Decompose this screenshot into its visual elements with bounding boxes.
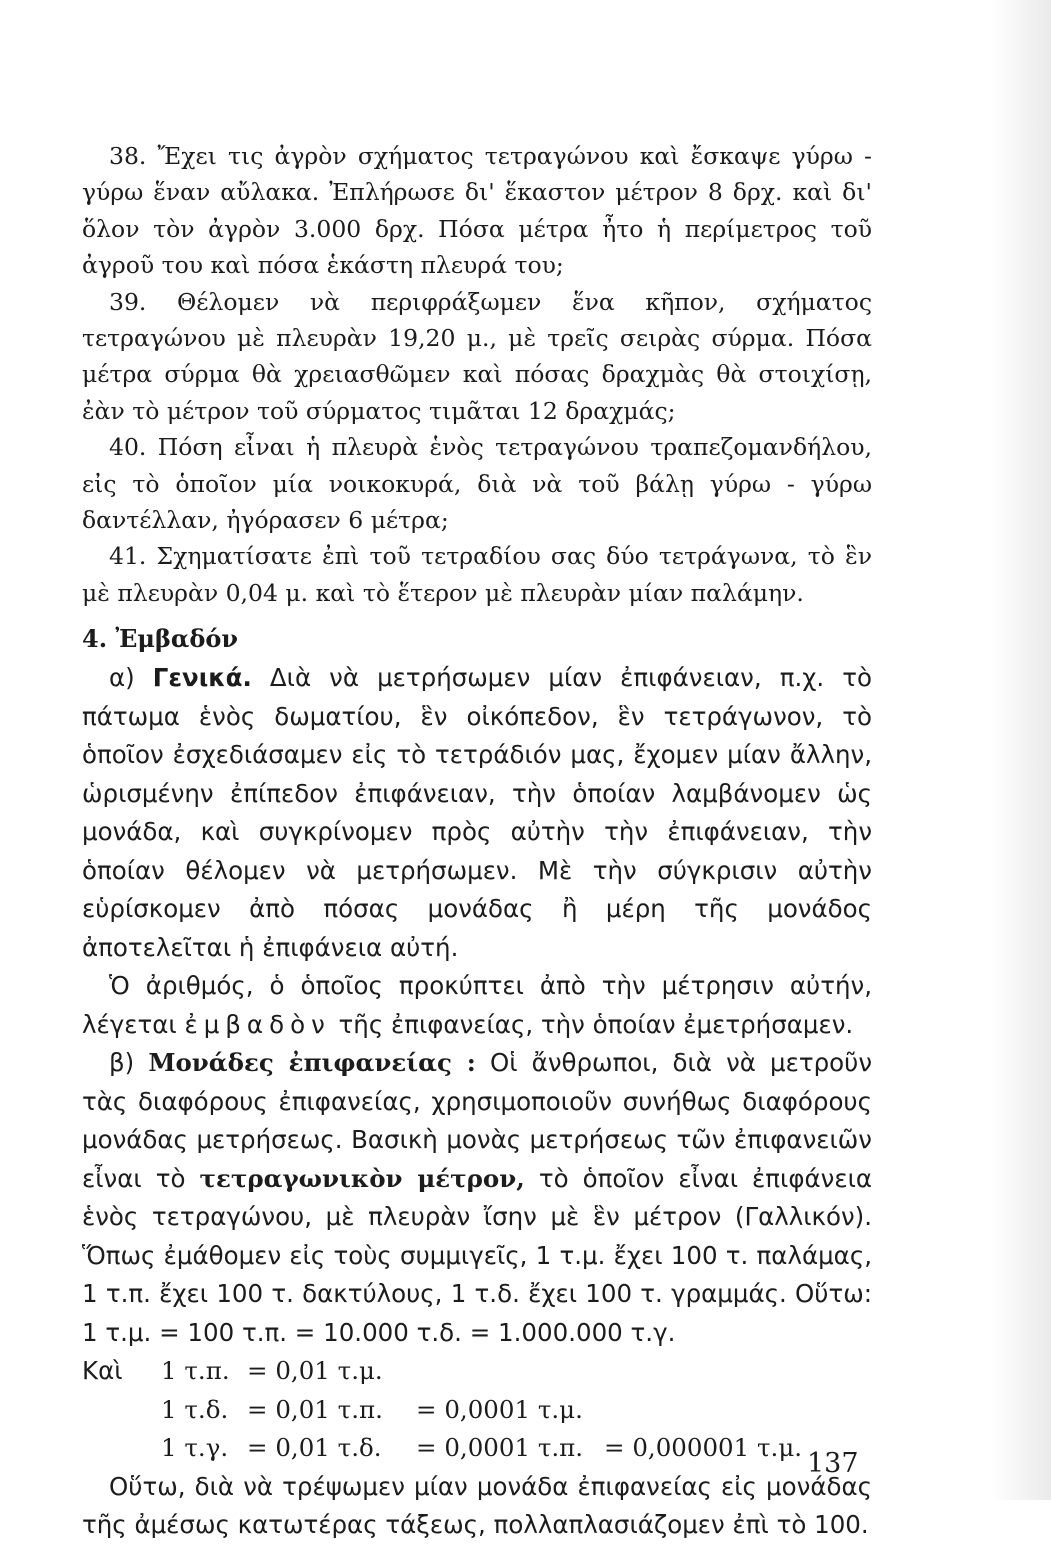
exercise-text: Σχηματίσατε ἐπὶ τοῦ τετραδίου σας δύο τετράγωνα, τὸ ἓν μὲ πλευρὰν 0,04 μ. καὶ τὸ ἕτερον μὲ πλευρὰν μίαν παλάμην. bbox=[82, 542, 872, 607]
kai-label: Καὶ bbox=[82, 1356, 123, 1386]
exercise-text: Πόση εἶναι ἡ πλευρὰ ἑνὸς τετραγώνου τραπεζομανδήλου, εἰς τὸ ὁποῖον μία νοικοκυρά, διὰ νὰ τοῦ βάλῃ γύρω - γύρω δαντέλλαν, ἠγόρασεν 6 μέτρα; bbox=[82, 433, 872, 535]
equation-row-3 bbox=[82, 1429, 872, 1468]
exercise-text: Ἔχει τις ἀγρὸν σχήματος τετραγώνου καὶ ἔσκαψε γύρω - γύρω ἕναν αὔλακα. Ἐπλήρωσε δι' ἕκαστον μέτρον 8 δρχ. καὶ δι' ὅλον τὸν ἀγρὸν 3.000 δρχ. Πόσα μέτρα ἦτο ἡ περίμετρος τοῦ ἀγροῦ του καὶ πόσα ἑκάστη πλευρά του; bbox=[82, 142, 872, 280]
equation-lhs: 1 τ.δ. bbox=[161, 1394, 229, 1424]
subsection-title: Γενικά. bbox=[152, 663, 252, 693]
subsection-label: α) bbox=[109, 663, 135, 693]
equation-term: = 0,01 τ.μ. bbox=[247, 1356, 383, 1386]
equation-row-2 bbox=[82, 1391, 872, 1430]
subsection-b-paragraph bbox=[82, 1044, 872, 1352]
exercise-41 bbox=[82, 538, 872, 611]
text-column bbox=[82, 138, 872, 1545]
equation-term: = 0,0001 τ.π. bbox=[416, 1433, 584, 1463]
page-number: 137 bbox=[807, 1448, 859, 1479]
definition-paragraph bbox=[82, 967, 872, 1044]
equation-term: = 0,000001 τ.μ. bbox=[604, 1433, 803, 1463]
exercise-number: 39. bbox=[109, 287, 147, 316]
definition-text-after: τῆς ἐπιφανείας, τὴν ὁποίαν ἐμετρήσαμεν. bbox=[330, 1009, 854, 1039]
exercise-38 bbox=[82, 138, 872, 284]
equation-lhs: 1 τ.γ. bbox=[161, 1433, 229, 1463]
exercise-number: 41. bbox=[109, 542, 147, 571]
exercise-40 bbox=[82, 429, 872, 538]
equation-lhs: 1 τ.π. bbox=[161, 1356, 230, 1386]
subsection-label: β) bbox=[109, 1048, 135, 1078]
exercise-text: Θέλομεν νὰ περιφράξωμεν ἕνα κῆπον, σχήματος τετραγώνου μὲ πλευρὰν 19,20 μ., μὲ τρεῖς σειρὰς σύρμα. Πόσα μέτρα σύρμα θὰ χρειασθῶμεν καὶ πόσας δραχμὰς θὰ στοιχίσῃ, ἐὰν τὸ μέτρον τοῦ σύρματος τιμᾶται 12 δραχμάς; bbox=[82, 287, 872, 425]
subsection-text: Οἱ ἄνθρωποι, διὰ νὰ μετροῦν τὰς διαφόρους ἐπιφανείας, χρησιμοποιοῦν συνήθως διαφόρους μονάδας μετρήσεως. Βασικὴ μονὰς μετρήσεως τῶν ἐπιφανειῶν εἶναι τὸ bbox=[82, 1048, 873, 1193]
subsection-text-continued: τὸ ὁποῖον εἶναι ἐπιφάνεια ἑνὸς τετραγώνου, μὲ πλευρὰν ἴσην μὲ ἓν μέτρον (Γαλλικόν). Ὅπως ἐμάθομεν εἰς τοὺς συμμιγεῖς, 1 τ.μ. ἔχει 100 τ. παλάμας, 1 τ.π. ἔχει 100 τ. δακτύλους, 1 τ.δ. ἔχει 100 τ. γραμμάς. Οὕτω: 1 τ.μ. = 100 τ.π. = 10.000 τ.δ. = 1.000.000 τ.γ. bbox=[82, 1163, 873, 1347]
exercise-number: 40. bbox=[109, 433, 147, 462]
subsection-title: Μονάδες ἐπιφανείας : bbox=[148, 1048, 476, 1078]
scan-edge-shadow bbox=[991, 0, 1051, 1500]
exercise-number: 38. bbox=[109, 142, 147, 170]
bold-term: τετραγωνικὸν μέτρον, bbox=[199, 1163, 525, 1193]
closing-paragraph: Οὕτω, διὰ νὰ τρέψωμεν μίαν μονάδα ἐπιφανείας εἰς μονάδας τῆς ἀμέσως κατωτέρας τάξεως, πολλαπλασιάζομεν ἐπὶ τὸ 100. bbox=[82, 1471, 872, 1540]
definition-text-before: Ὁ ἀριθμός, ὁ ὁποῖος προκύπτει ἀπὸ τὴν μέτρησιν αὐτήν, λέγεται bbox=[82, 971, 872, 1039]
equation-term: = 0,01 τ.δ. bbox=[247, 1433, 382, 1463]
subsection-a-paragraph bbox=[82, 659, 872, 967]
equation-term: = 0,0001 τ.μ. bbox=[416, 1394, 583, 1424]
defined-term: ἐμβαδὸν bbox=[184, 1009, 331, 1039]
equation-term: = 0,01 τ.π. bbox=[247, 1394, 383, 1424]
subsection-text: Διὰ νὰ μετρήσωμεν μίαν ἐπιφάνειαν, π.χ. τὸ πάτωμα ἑνὸς δωματίου, ἓν οἰκόπεδον, ἓν τετράγωνον, τὸ ὁποῖον ἐσχεδιάσαμεν εἰς τὸ τετράδιόν μας, ἔχομεν μίαν ἄλλην, ὡρισμένην ἐπίπεδον ἐπιφάνειαν, τὴν ὁποίαν λαμβάνομεν ὡς μονάδα, καὶ συγκρίνομεν πρὸς αὐτὴν τὴν ἐπιφάνειαν, τὴν ὁποίαν θέλομεν νὰ μετρήσωμεν. Μὲ τὴν σύγκρισιν αὐτὴν εὑρίσκομεν ἀπὸ πόσας μονάδας ἢ μέρη τῆς μονάδος ἀποτελεῖται ἡ ἐπιφάνεια αὐτή. bbox=[82, 663, 872, 962]
equation-row-1 bbox=[82, 1352, 872, 1391]
exercise-39 bbox=[82, 284, 872, 430]
section-heading: 4. Ἐμβαδόν bbox=[82, 624, 239, 654]
